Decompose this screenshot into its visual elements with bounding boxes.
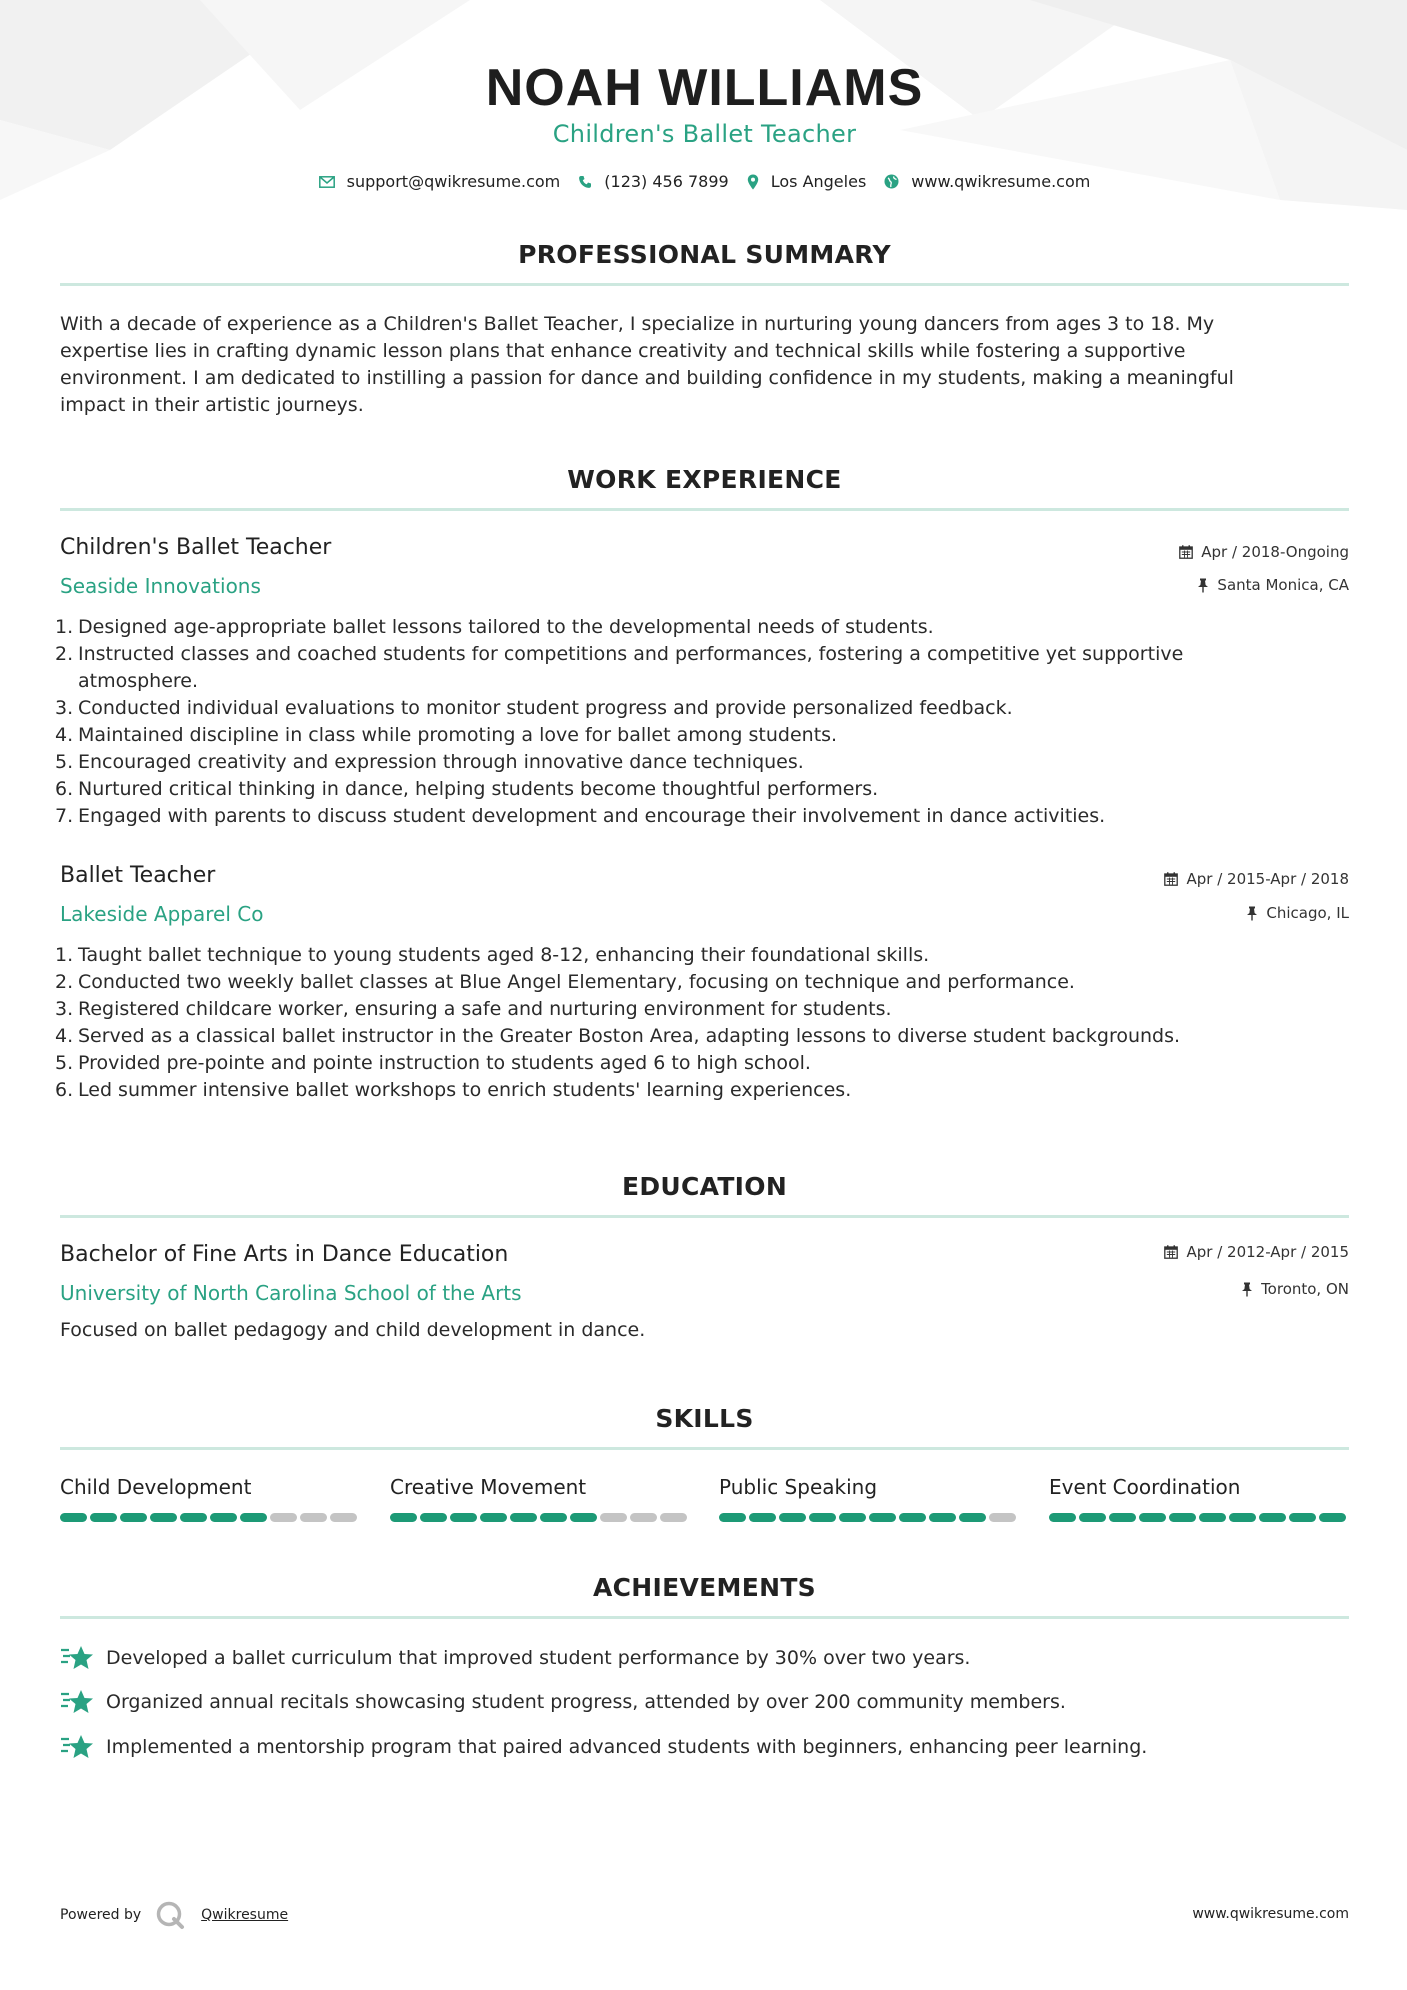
skill-item (390, 1475, 690, 1522)
skill-dot-filled (390, 1513, 417, 1522)
skill-dot-filled (869, 1513, 896, 1522)
star-icon (60, 1645, 94, 1671)
job-bullet: 4. Maintained discipline in class while promoting a love for ballet among students. (55, 724, 838, 746)
job-title: Ballet Teacher (60, 863, 216, 888)
achievement-text: Organized annual recitals showcasing student progress, attended by over 200 community members. (106, 1691, 1066, 1713)
skill-rating (1049, 1513, 1349, 1522)
skill-dot-filled (1169, 1513, 1196, 1522)
skill-label: Creative Movement (390, 1475, 587, 1499)
education-heading: EDUCATION (621, 1172, 788, 1201)
skill-dot-filled (1139, 1513, 1166, 1522)
job-bullets (55, 614, 1349, 830)
education-degree: Bachelor of Fine Arts in Dance Education (60, 1242, 509, 1267)
skill-dot-filled (480, 1513, 507, 1522)
skill-dot-filled (240, 1513, 267, 1522)
contact-website[interactable] (884, 172, 1090, 191)
calendar-icon (1179, 545, 1193, 559)
achievement-item (60, 1645, 1349, 1671)
contact-location (747, 172, 867, 191)
skill-dot-filled (1109, 1513, 1136, 1522)
skill-dot-empty (270, 1513, 297, 1522)
candidate-name: NOAH WILLIAMS (485, 59, 924, 117)
skill-dot-empty (330, 1513, 357, 1522)
job-bullet: 6. Led summer intensive ballet workshops to enrich students' learning experiences. (55, 1079, 852, 1101)
job-bullet: 2. Conducted two weekly ballet classes at Blue Angel Elementary, focusing on technique and performance. (55, 971, 1075, 993)
job-bullet: 7. Engaged with parents to discuss student development and encourage their involvement in dance activities. (55, 805, 1106, 827)
job-bullets (55, 942, 1349, 1104)
job-company: Lakeside Apparel Co (60, 902, 264, 926)
skill-dot-filled (1289, 1513, 1316, 1522)
skill-dot-filled (540, 1513, 567, 1522)
calendar-icon (1164, 1245, 1178, 1259)
achievement-text: Developed a ballet curriculum that improved student performance by 30% over two years. (106, 1647, 971, 1669)
qwikresume-link[interactable]: Qwikresume (201, 1907, 289, 1923)
skill-dot-filled (150, 1513, 177, 1522)
envelope-icon (319, 176, 335, 188)
skill-dot-filled (60, 1513, 87, 1522)
job-bullet: 2. Instructed classes and coached students for competitions and performances, fostering a competitive yet supportive (55, 643, 1184, 665)
job-bullet: 3. Registered childcare worker, ensuring a safe and nurturing environment for students. (55, 998, 892, 1020)
job-location-text: Chicago, IL (1266, 904, 1349, 922)
job-location (1197, 576, 1349, 594)
skills-divider (60, 1447, 1349, 1450)
skill-label: Event Coordination (1049, 1475, 1241, 1499)
skills-heading: SKILLS (655, 1404, 754, 1433)
skill-dot-filled (1259, 1513, 1286, 1522)
skill-label: Child Development (60, 1475, 252, 1499)
skill-dot-filled (1079, 1513, 1106, 1522)
education-location-text: Toronto, ON (1261, 1280, 1349, 1298)
contact-email-text: support@qwikresume.com (346, 172, 561, 191)
pushpin-icon (1246, 906, 1258, 921)
job-title: Children's Ballet Teacher (60, 535, 332, 560)
skill-dot-filled (1319, 1513, 1346, 1522)
skill-dot-filled (719, 1513, 746, 1522)
skill-rating (719, 1513, 1019, 1522)
skill-item (719, 1475, 1019, 1522)
skill-dot-filled (1199, 1513, 1226, 1522)
contact-phone-text: (123) 456 7899 (604, 172, 729, 191)
skill-item (60, 1475, 360, 1522)
skill-item (1049, 1475, 1349, 1522)
summary-divider (60, 283, 1349, 286)
job-bullet: 1. Taught ballet technique to young students aged 8-12, enhancing their foundational skills. (55, 944, 930, 966)
skill-dot-filled (839, 1513, 866, 1522)
candidate-role: Children's Ballet Teacher (552, 120, 857, 148)
skill-dot-empty (600, 1513, 627, 1522)
calendar-icon (1164, 872, 1178, 886)
education-description: Focused on ballet pedagogy and child development in dance. (60, 1319, 646, 1341)
job-bullet: 4. Served as a classical ballet instructor in the Greater Boston Area, adapting lessons to diverse student backgrounds. (55, 1025, 1181, 1047)
skill-dot-empty (660, 1513, 687, 1522)
education-dates-text: Apr / 2012-Apr / 2015 (1186, 1243, 1349, 1261)
achievements-divider (60, 1616, 1349, 1619)
experience-heading: WORK EXPERIENCE (567, 465, 842, 494)
job-bullet: 1. Designed age-appropriate ballet lessons tailored to the developmental needs of students. (55, 616, 934, 638)
skill-dot-filled (510, 1513, 537, 1522)
job-bullet: 3. Conducted individual evaluations to monitor student progress and provide personalized feedback. (55, 697, 1013, 719)
job-location-text: Santa Monica, CA (1217, 576, 1349, 594)
star-icon (60, 1689, 94, 1715)
education-divider (60, 1215, 1349, 1218)
achievement-item (60, 1689, 1349, 1715)
phone-icon (578, 175, 592, 189)
achievements-heading: ACHIEVEMENTS (593, 1573, 816, 1602)
skill-dot-filled (180, 1513, 207, 1522)
summary-text (60, 311, 1349, 419)
job-location (1246, 904, 1349, 922)
achievement-item (60, 1734, 1349, 1760)
map-pin-icon (747, 174, 759, 190)
skill-dot-filled (809, 1513, 836, 1522)
skill-dot-filled (1229, 1513, 1256, 1522)
star-icon (60, 1734, 94, 1760)
skill-dot-filled (899, 1513, 926, 1522)
skill-dot-filled (570, 1513, 597, 1522)
contact-location-text: Los Angeles (770, 172, 867, 191)
skill-dot-empty (630, 1513, 657, 1522)
skill-rating (390, 1513, 690, 1522)
globe-icon (884, 174, 899, 189)
job-bullet: 5. Provided pre-pointe and pointe instruction to students aged 6 to high school. (55, 1052, 811, 1074)
footer-powered-by (60, 1900, 288, 1930)
contact-phone[interactable] (578, 172, 728, 191)
contact-email[interactable] (319, 172, 561, 191)
footer-website[interactable]: www.qwikresume.com (1192, 1906, 1349, 1922)
achievement-text: Implemented a mentorship program that paired advanced students with beginners, enhancing peer learning. (106, 1736, 1148, 1758)
job-company: Seaside Innovations (60, 574, 261, 598)
job-dates (1179, 543, 1349, 561)
skill-dot-filled (779, 1513, 806, 1522)
job-dates (1164, 870, 1349, 888)
job-bullet: atmosphere. (78, 670, 199, 692)
job-bullet: 6. Nurtured critical thinking in dance, helping students become thoughtful performers. (55, 778, 879, 800)
skill-dot-filled (90, 1513, 117, 1522)
education-dates (1164, 1243, 1349, 1261)
skill-rating (60, 1513, 360, 1522)
skill-label: Public Speaking (719, 1475, 878, 1499)
skill-dot-empty (989, 1513, 1016, 1522)
summary-line: environment. I am dedicated to instilling a passion for dance and building confidence in my students, making a meaningful (60, 367, 1234, 389)
contact-bar (60, 172, 1349, 191)
experience-divider (60, 508, 1349, 511)
skill-dot-filled (210, 1513, 237, 1522)
pushpin-icon (1241, 1282, 1253, 1297)
skill-dot-empty (300, 1513, 327, 1522)
skill-dot-filled (120, 1513, 147, 1522)
job-dates-text: Apr / 2015-Apr / 2018 (1186, 870, 1349, 888)
job-dates-text: Apr / 2018-Ongoing (1201, 543, 1349, 561)
skill-dot-filled (420, 1513, 447, 1522)
skill-dot-filled (929, 1513, 956, 1522)
education-school: University of North Carolina School of the Arts (60, 1281, 522, 1305)
summary-line: With a decade of experience as a Children's Ballet Teacher, I specialize in nurturing young dancers from ages 3 to 18. My (60, 313, 1215, 335)
qwikresume-logo-icon (155, 1900, 187, 1930)
skill-dot-filled (1049, 1513, 1076, 1522)
powered-by-label: Powered by (60, 1907, 142, 1923)
summary-line: expertise lies in crafting dynamic lesson plans that enhance creativity and technical skills while fostering a supportive (60, 340, 1186, 362)
education-location (1241, 1280, 1349, 1298)
skill-dot-filled (450, 1513, 477, 1522)
contact-website-text: www.qwikresume.com (911, 172, 1091, 191)
summary-line: impact in their artistic journeys. (60, 394, 364, 416)
summary-heading: PROFESSIONAL SUMMARY (518, 240, 891, 269)
skill-dot-filled (959, 1513, 986, 1522)
job-bullet: 5. Encouraged creativity and expression through innovative dance techniques. (55, 751, 804, 773)
pushpin-icon (1197, 578, 1209, 593)
skill-dot-filled (749, 1513, 776, 1522)
